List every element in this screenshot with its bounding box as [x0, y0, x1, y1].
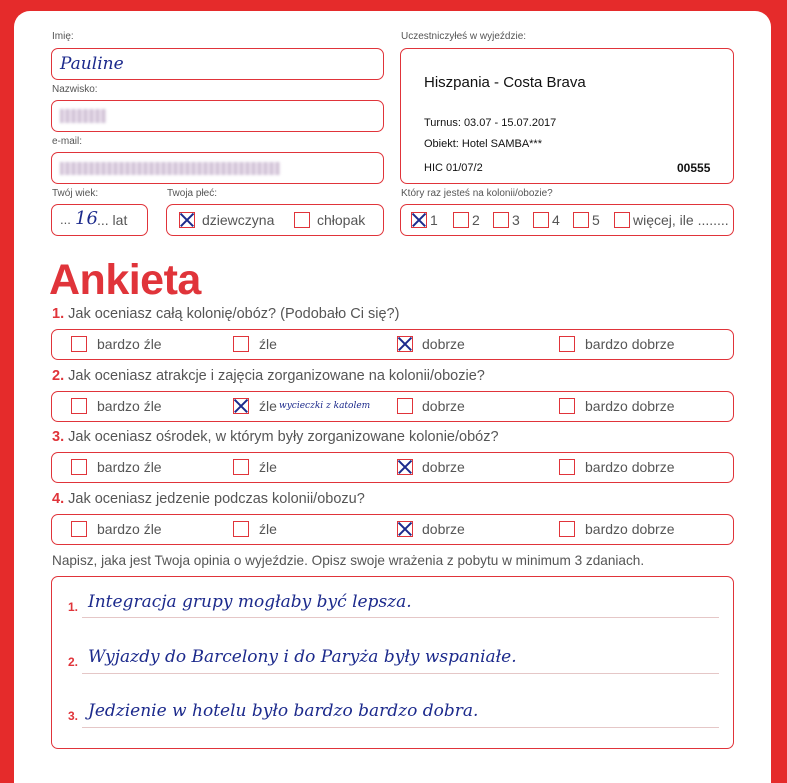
- trip-destination: Hiszpania - Costa Brava: [424, 74, 586, 91]
- opinion-answer-1-number: 1.: [68, 600, 79, 614]
- times-checkbox-3[interactable]: [493, 212, 509, 228]
- opinion-line-3: [82, 727, 719, 728]
- q4-option-bardzo-zle: bardzo źle: [97, 521, 162, 537]
- opinion-line-1: [82, 617, 719, 618]
- question-3-options: [51, 452, 734, 483]
- email-field[interactable]: [51, 152, 384, 184]
- q1-option-bardzo-dobrze: bardzo dobrze: [585, 336, 675, 352]
- email-label: e-mail:: [52, 136, 83, 147]
- age-value: 16: [75, 208, 98, 229]
- gender-option-boy: chłopak: [317, 212, 366, 228]
- trip-obiekt: Obiekt: Hotel SAMBA***: [424, 138, 542, 150]
- gender-label: Twoja płeć:: [167, 188, 218, 199]
- opinion-answer-2: Wyjazdy do Barcelony i do Paryża były wspaniałe.: [88, 647, 517, 667]
- opinion-answer-3: Jedzienie w hotelu było bardzo bardzo dobra.: [88, 701, 479, 721]
- q3-option-zle: źle: [259, 459, 277, 475]
- q2-checkbox-bardzo-dobrze[interactable]: [559, 398, 575, 414]
- first-name-field[interactable]: [51, 48, 384, 80]
- times-option-2: 2: [472, 212, 480, 228]
- times-field: [400, 204, 734, 236]
- q4-checkbox-bardzo-dobrze[interactable]: [559, 521, 575, 537]
- trip-turnus: Turnus: 03.07 - 15.07.2017: [424, 117, 557, 129]
- q2-option-dobrze: dobrze: [422, 398, 465, 414]
- opinion-prompt: Napisz, jaka jest Twoja opinia o wyjeździe. Opisz swoje wrażenia z pobytu w minimum 3 zdaniach.: [52, 553, 645, 568]
- times-option-3: 3: [512, 212, 520, 228]
- q4-option-zle: źle: [259, 521, 277, 537]
- q3-option-bardzo-dobrze: bardzo dobrze: [585, 459, 675, 475]
- gender-field: [166, 204, 384, 236]
- q1-option-dobrze: dobrze: [422, 336, 465, 352]
- times-checkbox-2[interactable]: [453, 212, 469, 228]
- q3-option-bardzo-zle: bardzo źle: [97, 459, 162, 475]
- question-2-text: Jak oceniasz atrakcje i zajęcia zorganizowane na kolonii/obozie?: [68, 368, 485, 384]
- q2-checkbox-bardzo-zle[interactable]: [71, 398, 87, 414]
- age-prefix: ...: [60, 212, 71, 227]
- times-checkbox-4[interactable]: [533, 212, 549, 228]
- times-option-5: 5: [592, 212, 600, 228]
- q2-option-bardzo-dobrze: bardzo dobrze: [585, 398, 675, 414]
- first-name-value: Pauline: [60, 54, 124, 74]
- age-label: Twój wiek:: [52, 188, 99, 199]
- times-checkbox-5[interactable]: [573, 212, 589, 228]
- question-4-options: [51, 514, 734, 545]
- trip-box: [400, 48, 734, 184]
- q1-option-zle: źle: [259, 336, 277, 352]
- gender-option-girl: dziewczyna: [202, 212, 275, 228]
- question-4-number: 4.: [52, 491, 65, 507]
- times-option-more: więcej, ile ........: [633, 212, 729, 228]
- q4-option-dobrze: dobrze: [422, 521, 465, 537]
- question-2-number: 2.: [52, 368, 65, 384]
- redacted-email: [60, 162, 280, 175]
- opinion-line-2: [82, 673, 719, 674]
- q3-checkbox-zle[interactable]: [233, 459, 249, 475]
- question-3-number: 3.: [52, 429, 65, 445]
- q2-checkbox-dobrze[interactable]: [397, 398, 413, 414]
- q4-checkbox-bardzo-zle[interactable]: [71, 521, 87, 537]
- redacted-last-name: [60, 109, 106, 123]
- trip-label: Uczestniczyłeś w wyjeździe:: [401, 31, 527, 42]
- survey-title: Ankieta: [49, 256, 201, 304]
- question-4-text: Jak oceniasz jedzenie podczas kolonii/obozu?: [68, 491, 365, 507]
- question-1: [52, 306, 399, 322]
- q4-option-bardzo-dobrze: bardzo dobrze: [585, 521, 675, 537]
- q2-option-zle: źle: [259, 398, 277, 414]
- opinion-answer-1: Integracja grupy mogłaby być lepsza.: [88, 592, 412, 612]
- times-label: Który raz jesteś na kolonii/obozie?: [401, 188, 553, 199]
- q2-handwritten-note: wycieczki z katolem: [279, 401, 371, 411]
- q3-option-dobrze: dobrze: [422, 459, 465, 475]
- question-2-options: [51, 391, 734, 422]
- age-field[interactable]: [51, 204, 148, 236]
- survey-sheet: [14, 11, 771, 783]
- age-suffix: ... lat: [97, 212, 128, 228]
- q2-option-bardzo-zle: bardzo źle: [97, 398, 162, 414]
- q1-option-bardzo-zle: bardzo źle: [97, 336, 162, 352]
- times-checkbox-more[interactable]: [614, 212, 630, 228]
- q2-checkbox-zle[interactable]: [233, 398, 249, 414]
- question-1-number: 1.: [52, 306, 65, 322]
- q1-checkbox-bardzo-dobrze[interactable]: [559, 336, 575, 352]
- q3-checkbox-bardzo-dobrze[interactable]: [559, 459, 575, 475]
- q3-checkbox-bardzo-zle[interactable]: [71, 459, 87, 475]
- q3-checkbox-dobrze[interactable]: [397, 459, 413, 475]
- opinion-field[interactable]: [51, 576, 734, 749]
- q1-checkbox-dobrze[interactable]: [397, 336, 413, 352]
- q1-checkbox-bardzo-zle[interactable]: [71, 336, 87, 352]
- last-name-field[interactable]: [51, 100, 384, 132]
- opinion-answer-3-number: 3.: [68, 709, 79, 723]
- question-1-text: Jak oceniasz całą kolonię/obóz? (Podobało Ci się?): [68, 306, 400, 322]
- times-option-1: 1: [430, 212, 438, 228]
- trip-code: HIC 01/07/2: [424, 162, 483, 174]
- question-2: [52, 368, 485, 384]
- question-3: [52, 429, 499, 445]
- question-1-options: [51, 329, 734, 360]
- last-name-label: Nazwisko:: [52, 84, 98, 95]
- q4-checkbox-zle[interactable]: [233, 521, 249, 537]
- gender-checkbox-boy[interactable]: [294, 212, 310, 228]
- gender-checkbox-girl[interactable]: [179, 212, 195, 228]
- times-option-4: 4: [552, 212, 560, 228]
- opinion-answer-2-number: 2.: [68, 655, 79, 669]
- trip-number: 00555: [677, 161, 711, 175]
- q4-checkbox-dobrze[interactable]: [397, 521, 413, 537]
- times-checkbox-1[interactable]: [411, 212, 427, 228]
- q1-checkbox-zle[interactable]: [233, 336, 249, 352]
- question-4: [52, 491, 365, 507]
- first-name-label: Imię:: [52, 31, 74, 42]
- question-3-text: Jak oceniasz ośrodek, w którym były zorganizowane kolonie/obóz?: [68, 429, 499, 445]
